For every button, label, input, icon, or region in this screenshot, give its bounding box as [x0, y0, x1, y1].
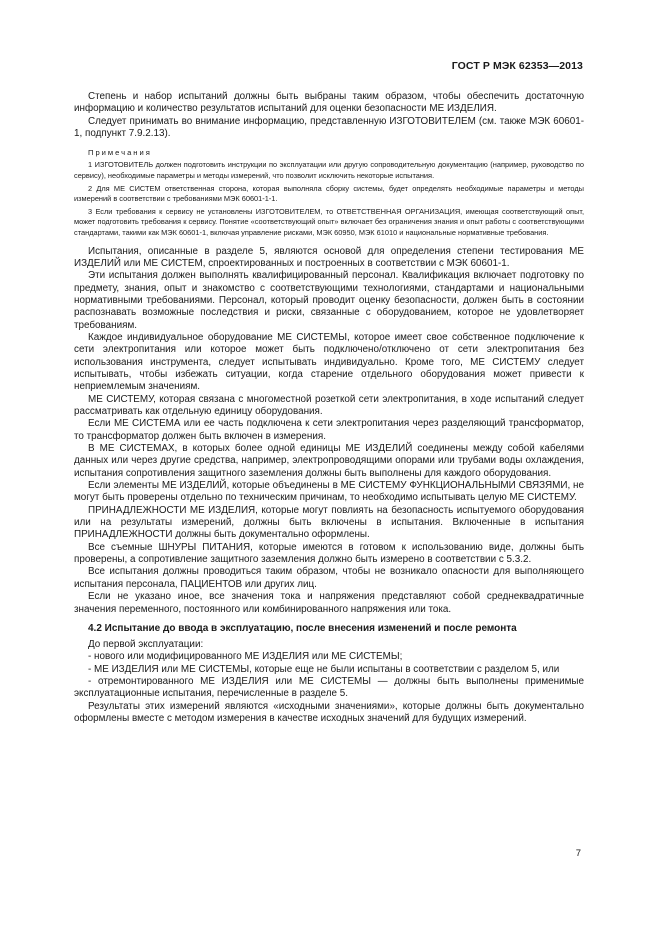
- list-item: - нового или модифицированного МЕ ИЗДЕЛИЯ или МЕ СИСТЕМЫ;: [88, 651, 403, 663]
- list-item: - МЕ ИЗДЕЛИЯ или МЕ СИСТЕМЫ, которые еще не были испытаны в соответствии с разделом 5, или: [88, 663, 560, 675]
- notes-title: Примечания: [88, 148, 152, 158]
- paragraph: Если не указано иное, все значения тока и напряжения представляют собой среднеквадратичные значения переменного, постоянного или комбинированного напряжения или тока.: [74, 591, 584, 615]
- paragraph: Следует принимать во внимание информацию, представленную ИЗГОТОВИТЕЛЕМ (см. также МЭК 60601-1, подпункт 7.9.2.13).: [74, 115, 584, 140]
- paragraph: Степень и набор испытаний должны быть выбраны таким образом, чтобы обеспечить достаточную информацию и количество результатов испытаний для оценки безопасности МЕ ИЗДЕЛИЯ.: [74, 91, 584, 115]
- paragraph: Все испытания должны проводиться таким образом, чтобы не возникало опасности для выполняющего испытания персонала, ПАЦИЕНТОВ или других лиц.: [74, 566, 584, 590]
- page-number: 7: [575, 848, 581, 859]
- note: 2 Для МЕ СИСТЕМ ответственная сторона, которая выполняла сборку системы, будет определять необходимые параметры и методы измерений в соответствии с требованиями МЭК 60601-1-1.: [74, 183, 584, 204]
- paragraph: Каждое индивидуальное оборудование МЕ СИСТЕМЫ, которое имеет свое собственное подключение к сети электропитания или которое может быть подключено/отключено от сети электропитания без использования инструмента, следует испытывать индивидуально. Кроме того, МЕ СИСТЕМУ следует испытывать, чтобы избежать ситуации, когда старение отдельного оборудования может привести к неприемлемым значениям.: [74, 331, 584, 393]
- paragraph: Испытания, описанные в разделе 5, являются основой для определения степени тестирования МЕ ИЗДЕЛИЙ или МЕ СИСТЕМ, спроектированных и построенных в соответствии с МЭК 60601-1.: [74, 245, 584, 269]
- paragraph: Если МЕ СИСТЕМА или ее часть подключена к сети электропитания через разделяющий трансформатор, то трансформатор должен быть включен в измерения.: [74, 418, 584, 442]
- section-heading: 4.2 Испытание до ввода в эксплуатацию, после внесения изменений и после ремонта: [88, 622, 517, 634]
- note: 1 ИЗГОТОВИТЕЛЬ должен подготовить инструкции по эксплуатации или другую сопроводительную документацию (например, руководство по сервису), необходимые параметры и методы измерений, что позволит исключить некоторые испытания.: [74, 160, 584, 180]
- paragraph: Все съемные ШНУРЫ ПИТАНИЯ, которые имеются в готовом к использованию виде, должны быть проверены, а сопротивление защитного заземления должно быть измерено в соответствии с 5.3.2.: [74, 541, 584, 566]
- paragraph: ПРИНАДЛЕЖНОСТИ МЕ ИЗДЕЛИЯ, которые могут повлиять на безопасность испытуемого оборудования или на результаты измерений, должны быть включены в испытания. Включенные в испытания ПРИНАДЛЕЖНОСТИ должны быть документально оформлены.: [74, 504, 584, 541]
- paragraph: Результаты этих измерений являются «исходными значениями», которые должны быть документально оформлены вместе с методом измерения в качестве исходных значений для будущих измерений.: [74, 700, 584, 724]
- list-item: - отремонтированного МЕ ИЗДЕЛИЯ или МЕ СИСТЕМЫ — должны быть выполнены применимые эксплуатационные испытания, перечисленные в разделе 5.: [74, 675, 584, 700]
- paragraph: В МЕ СИСТЕМАХ, в которых более одной единицы МЕ ИЗДЕЛИЙ соединены между собой кабелями данных или через другие средства, например, электропроводящими опорами или трубами воды охлаждения, испытания сопротивления защитного заземления должны быть выполнены для каждого оборудования.: [74, 443, 584, 479]
- standard-header: ГОСТ Р МЭК 62353—2013: [451, 60, 583, 72]
- paragraph: МЕ СИСТЕМУ, которая связана с многоместной розеткой сети электропитания, в ходе испытаний следует рассматривать как отдельную единицу оборудования.: [74, 393, 584, 417]
- paragraph: Если элементы МЕ ИЗДЕЛИЙ, которые объединены в МЕ СИСТЕМУ ФУНКЦИОНАЛЬНЫМИ СВЯЗЯМИ, не могут быть проверены отдельно по техническим причинам, то необходимо испытывать целую МЕ СИСТЕМУ.: [74, 480, 584, 504]
- section-intro: До первой эксплуатации:: [88, 638, 204, 650]
- paragraph: Эти испытания должен выполнять квалифицированный персонал. Квалификация включает подготовку по предмету, знания, опыт и знакомство с соответствующими технологиями, стандартами и национальными нормативными требованиями. Персонал, который проводит оценку безопасности, должен быть в состоянии распознавать возможные последствия и риски, связанные с оборудованием, которое не удовлетворяет требованиям.: [74, 270, 584, 331]
- page-body: [74, 91, 584, 725]
- note: 3 Если требования к сервису не установлены ИЗГОТОВИТЕЛЕМ, то ОТВЕТСТВЕННАЯ ОРГАНИЗАЦИЯ, имеющая соответствующий опыт, может подготовить требования к сервису. Понятие «соответствующий опыт» включает без ограничения знания и опыт работы с соответствующими стандартами, такими как МЭК 60601-1, включая управление рисками, МЭК 60950, МЭК 61010 и национальные нормативные требования.: [74, 206, 584, 237]
